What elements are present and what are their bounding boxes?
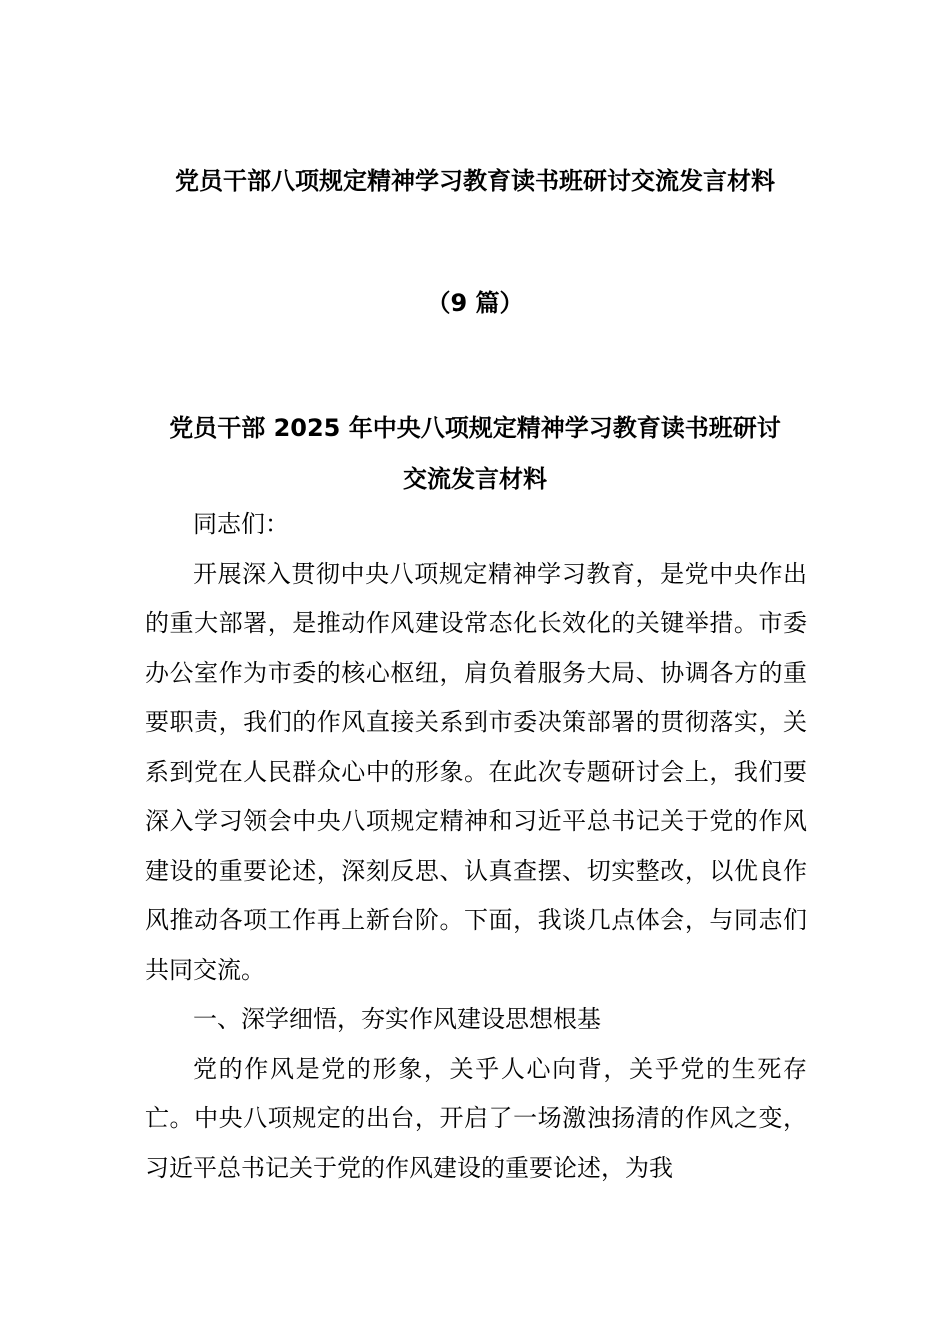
article-title-line-1: 党员干部 2025 年中央八项规定精神学习教育读书班研讨: [169, 414, 781, 442]
document-subtitle: （9 篇）: [426, 289, 524, 317]
paragraph: 开展深入贯彻中央八项规定精神学习教育，是党中央作出的重大部署，是推动作风建设常态化长效化的关键举措。市委办公室作为市委的核心枢纽，肩负着服务大局、协调各方的重要职责，我们的作风直接关系到市委决策部署的贯彻落实，关系到党在人民群众心中的形象。在此次专题研讨会上，我们要深入学习领会中央八项规定精神和习近平总书记关于党的作风建设的重要论述，深刻反思、认真查摆、切实整改，以优良作风推动各项工作再上新台阶。下面，我谈几点体会，与同志们共同交流。: [145, 559, 807, 984]
section-heading: 一、深学细悟，夯实作风建设思想根基: [193, 1005, 601, 1033]
document-main-title: 党员干部八项规定精神学习教育读书班研讨交流发言材料: [175, 167, 775, 195]
paragraph: 党的作风是党的形象，关乎人心向背，关乎党的生死存亡。中央八项规定的出台，开启了一场激浊扬清的作风之变，习近平总书记关于党的作风建设的重要论述，为我: [145, 1054, 807, 1182]
article-title-line-2: 交流发言材料: [403, 465, 547, 493]
salutation: 同志们：: [193, 510, 289, 538]
article-title: [140, 403, 810, 505]
document-body: [145, 500, 807, 1193]
